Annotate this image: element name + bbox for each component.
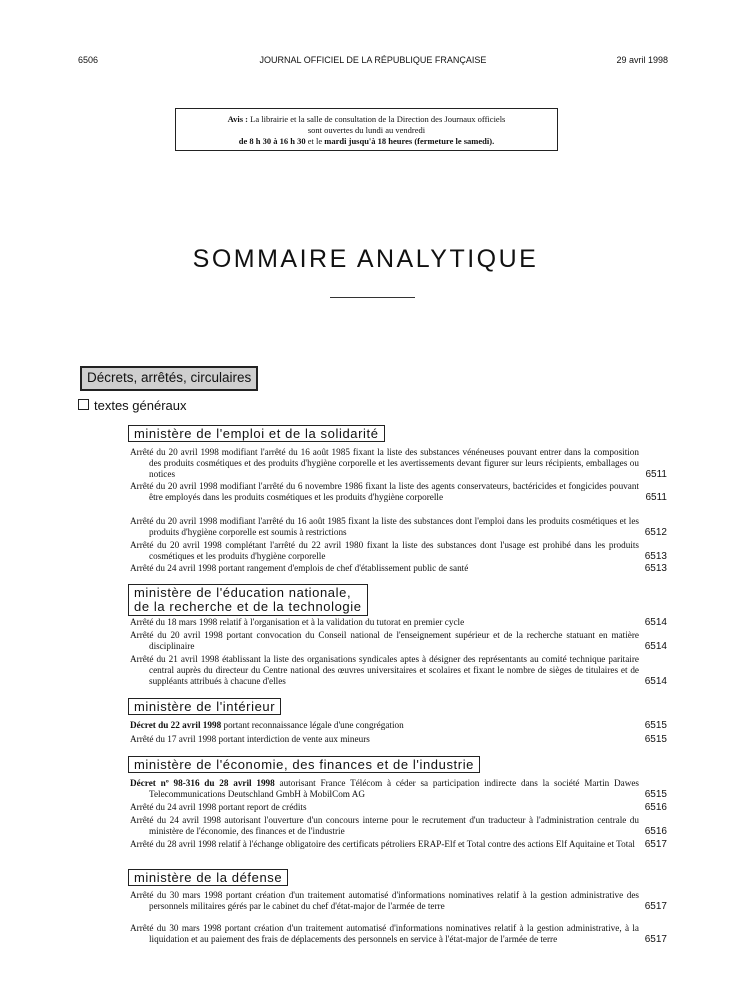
notice-hours: de 8 h 30 à 16 h 30 xyxy=(238,136,306,146)
ministry-heading: ministère de l'économie, des finances et de l'industrie xyxy=(128,756,480,773)
entry-rest: portant reconnaissance légale d'une congrégation xyxy=(221,720,404,730)
entry-bold: Décret nº 98-316 du 28 avril 1998 xyxy=(130,778,275,788)
notice-line-1: La librairie et la salle de consultation de la Direction des Journaux officiels xyxy=(250,114,506,124)
subsection-heading xyxy=(78,398,187,413)
list-item xyxy=(130,563,667,574)
ministry-heading xyxy=(128,584,368,616)
ministry-heading-line-2: de la recherche et de la technologie xyxy=(134,599,362,614)
page-header xyxy=(78,55,668,69)
notice-tuesday: mardi jusqu'à 18 heures (fermeture le samedi). xyxy=(324,136,495,146)
entry-page: 6515 xyxy=(644,734,667,745)
notice-join: et le xyxy=(305,136,325,146)
ministry-heading-line-1: ministère de l'éducation nationale, xyxy=(134,585,352,600)
entry-text xyxy=(130,720,639,731)
entry-text: Arrêté du 28 avril 1998 relatif à l'échange obligatoire des certificats pétroliers ERAP-Elf et Total contre des actions Elf Aquitaine et Total xyxy=(130,839,635,849)
section-heading: Décrets, arrêtés, circulaires xyxy=(80,366,258,391)
entry-page: 6511 xyxy=(645,469,667,480)
entry-text: Arrêté du 24 avril 1998 portant report de crédits xyxy=(130,802,307,812)
ministry-heading: ministère de l'emploi et de la solidarité xyxy=(128,425,385,442)
entry-page: 6516 xyxy=(644,826,667,837)
journal-title: JOURNAL OFFICIEL DE LA RÉPUBLIQUE FRANÇAISE xyxy=(259,55,487,65)
entry-page: 6513 xyxy=(644,551,667,562)
entry-text: Arrêté du 20 avril 1998 modifiant l'arrêté du 16 août 1985 fixant la liste des substances dont l'emploi dans les produits cosmétiques et les produits d'hygiène corporelle est soumis à restrictions xyxy=(130,516,639,537)
entry-text xyxy=(130,778,639,800)
notice-label: Avis : xyxy=(227,114,249,124)
entry-text: Arrêté du 20 avril 1998 modifiant l'arrêté du 6 novembre 1986 fixant la liste des agents conservateurs, bactéricides et fongicides pouvant être employés dans les produits cosmétiques et les produits d'hygiène corporelle xyxy=(130,481,639,502)
list-item xyxy=(130,617,667,628)
list-item xyxy=(130,815,667,837)
entry-text: Arrêté du 21 avril 1998 établissant la liste des organisations syndicales aptes à désigner des représentants au comité technique paritaire central auprès du directeur du Centre national des œuvres universitaires et scolaires et fixant le nombre de sièges de titulaires et de suppléants attribués à chacune d'elles xyxy=(130,654,639,686)
entry-text: Arrêté du 30 mars 1998 portant création d'un traitement automatisé d'informations nominatives relatif à la gestion administrative des personnels militaires gérés par le cabinet du chef d'état-major de l'armée de terre xyxy=(130,890,639,911)
entry-page: 6516 xyxy=(644,802,667,813)
list-item xyxy=(130,630,667,652)
entry-text: Arrêté du 18 mars 1998 relatif à l'organisation et à la validation du tutorat en premier cycle xyxy=(130,617,465,627)
entry-page: 6517 xyxy=(644,839,667,850)
entry-page: 6512 xyxy=(644,527,667,538)
entry-text: Arrêté du 20 avril 1998 modifiant l'arrêté du 16 août 1985 fixant la liste des substances vénéneuses pouvant entrer dans la composition des produits cosmétiques et des produits d'hygiène corporelle et les avertissements devant figurer sur leurs récipients, emballages ou notices xyxy=(130,447,639,479)
entry-text: Arrêté du 24 avril 1998 autorisant l'ouverture d'un concours interne pour le recrutement d'un traducteur à l'administration centrale du ministère de l'économie, des finances et de l'industrie xyxy=(130,815,639,836)
list-item xyxy=(130,778,667,800)
entry-text: Arrêté du 20 avril 1998 portant convocation du Conseil national de l'enseignement supérieur et de la recherche statuant en matière disciplinaire xyxy=(130,630,639,651)
entry-rest: autorisant France Télécom à céder sa participation indirecte dans la société Martin Dawes Telecommunications Deutschland GmbH à MobilCom AG xyxy=(149,778,639,799)
entry-page: 6511 xyxy=(645,492,667,503)
list-item xyxy=(130,734,667,745)
entry-text: Arrêté du 20 avril 1998 complétant l'arrêté du 22 avril 1980 fixant la liste des substances dont l'usage est prohibé dans les produits cosmétiques et les produits d'hygiène corporelle xyxy=(130,540,639,561)
entry-page: 6514 xyxy=(644,676,667,687)
list-item xyxy=(130,890,667,912)
entry-text: Arrêté du 17 avril 1998 portant interdiction de vente aux mineurs xyxy=(130,734,370,744)
entry-page: 6517 xyxy=(644,934,667,945)
entry-page: 6513 xyxy=(644,563,667,574)
ministry-heading: ministère de l'intérieur xyxy=(128,698,281,715)
list-item xyxy=(130,654,667,687)
list-item xyxy=(130,447,667,480)
ministry-heading: ministère de la défense xyxy=(128,869,288,886)
list-item xyxy=(130,839,667,850)
page-number: 6506 xyxy=(78,55,99,65)
entry-bold: Décret du 22 avril 1998 xyxy=(130,720,222,730)
checkbox-bullet-icon xyxy=(78,399,89,410)
entry-page: 6515 xyxy=(644,789,667,800)
notice-line-2: sont ouvertes du lundi au vendredi xyxy=(307,125,426,135)
list-item xyxy=(130,923,667,945)
entry-page: 6514 xyxy=(644,641,667,652)
issue-date: 29 avril 1998 xyxy=(616,55,668,65)
entry-page: 6517 xyxy=(644,901,667,912)
entry-text: Arrêté du 30 mars 1998 portant création d'un traitement automatisé d'informations nominatives relatif à la gestion administrative, à la liquidation et au paiement des frais de déplacements des personnels en service à l'état-major de l'armée de terre xyxy=(130,923,639,944)
main-title: SOMMAIRE ANALYTIQUE xyxy=(192,245,539,273)
list-item xyxy=(130,481,667,503)
list-item xyxy=(130,802,667,813)
list-item xyxy=(130,540,667,562)
entry-page: 6515 xyxy=(644,720,667,731)
title-rule xyxy=(330,297,415,298)
subsection-label: textes généraux xyxy=(94,398,187,413)
entry-page: 6514 xyxy=(644,617,667,628)
entry-text: Arrêté du 24 avril 1998 portant rangement d'emplois de chef d'établissement public de santé xyxy=(130,563,469,573)
opening-hours-notice xyxy=(175,108,558,151)
list-item xyxy=(130,516,667,538)
list-item xyxy=(130,720,667,731)
